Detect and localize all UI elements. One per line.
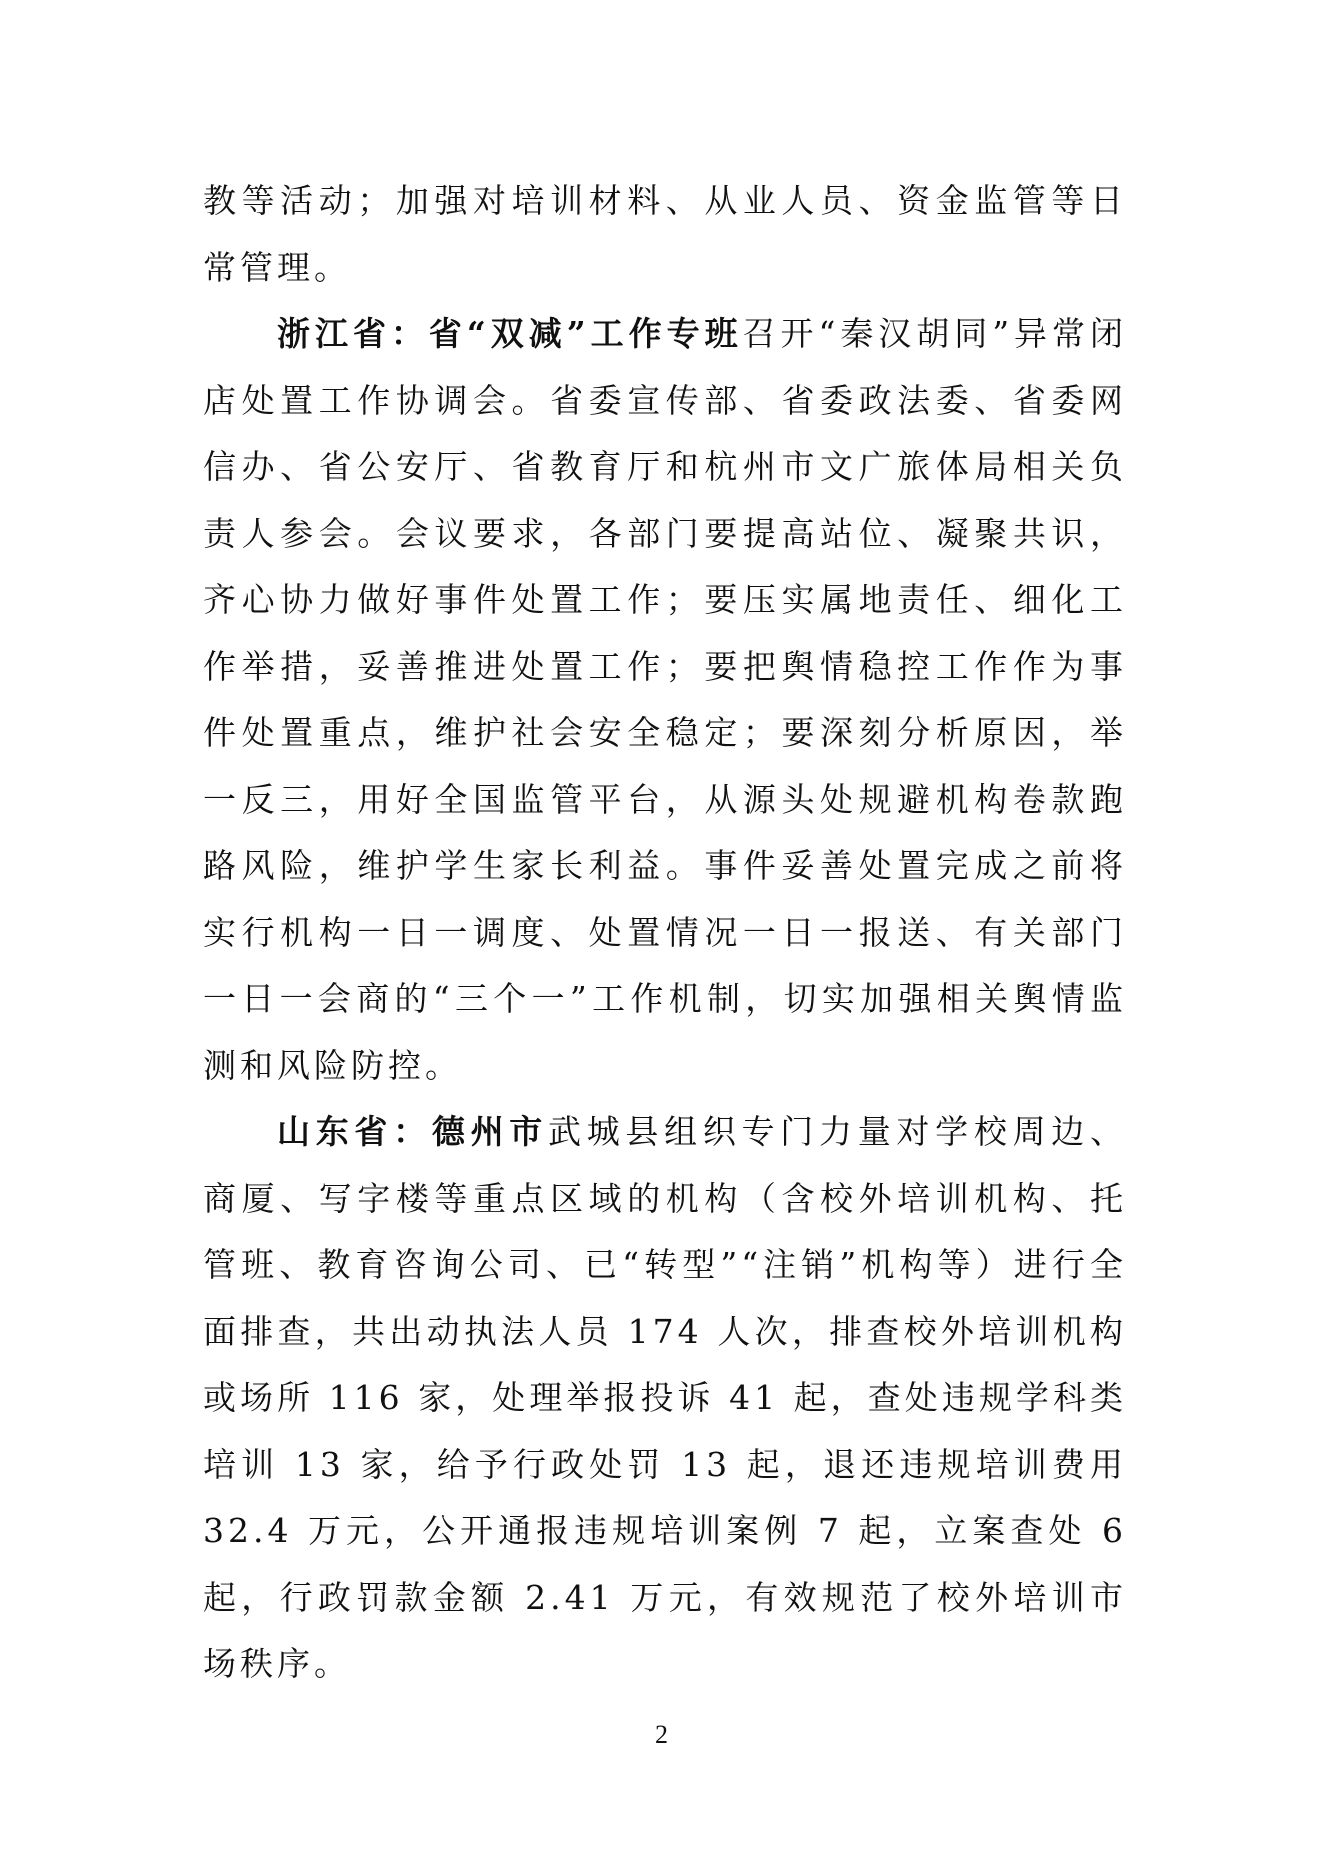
paragraph-lead: 山东省：德州市 (277, 1112, 548, 1151)
paragraph-continuation (203, 168, 1127, 301)
paragraph-text: 召开“秦汉胡同”异常闭店处置工作协调会。省委宣传部、省委政法委、省委网信办、省公安厅、省教育厅和杭州市文广旅体局相关负责人参会。会议要求，各部门要提高站位、凝聚共识，齐心协力做好事件处置工作；要压实属地责任、细化工作举措，妥善推进处置工作；要把舆情稳控工作作为事件处置重点，维护社会安全稳定；要深刻分析原因，举一反三，用好全国监管平台，从源头处规避机构卷款跑路风险，维护学生家长利益。事件妥善处置完成之前将实行机构一日一调度、处置情况一日一报送、有关部门一日一会商的“三个一”工作机制，切实加强相关舆情监测和风险防控。 (203, 314, 1127, 1085)
body-text (203, 168, 1127, 1698)
page-number: 2 (655, 1720, 668, 1749)
paragraph-text: 武城县组织专门力量对学校周边、商厦、写字楼等重点区域的机构（含校外培训机构、托管班、教育咨询公司、已“转型”“注销”机构等）进行全面排查，共出动执法人员 174 人次，排查校外培训机构或场所 116 家，处理举报投诉 41 起，查处违规学科类培训 13 家，给予行政处罚 13 起，退还违规培训费用 32.4 万元，公开通报违规培训案例 7 起，立案查处 6 起，行政罚款金额 2.41 万元，有效规范了校外培训市场秩序。 (203, 1112, 1128, 1683)
paragraph-text: 教等活动；加强对培训材料、从业人员、资金监管等日常管理。 (203, 181, 1127, 287)
paragraph-lead: 浙江省：省“双减”工作专班 (277, 314, 743, 353)
paragraph-shandong (203, 1099, 1127, 1698)
paragraph-zhejiang (203, 301, 1127, 1099)
